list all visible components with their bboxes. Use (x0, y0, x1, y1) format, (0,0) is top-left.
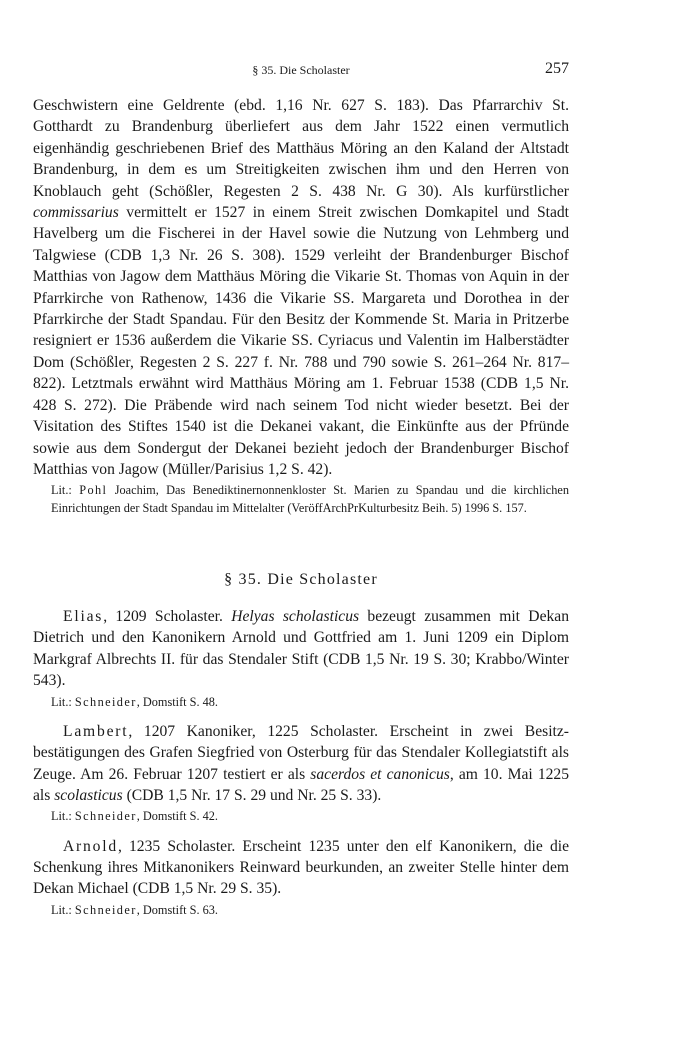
entry-text: , 1207 Kanoniker, 1225 Scholaster. Erscheint in zwei Besitzbestätigungen des Grafen Siegfried von Osterburg für das Stendaler Kollegiatstift als Zeuge. Am 26. Februar 1207 testiert er als (33, 722, 569, 783)
lit-text: , Domstift S. 42. (136, 809, 219, 824)
section-heading: § 35. Die Scholaster (224, 571, 378, 588)
entry-italic: Helyas scholasticus (231, 608, 360, 625)
lit-label: Lit.: (51, 902, 75, 917)
entry-italic: sacerdos et canonicus (310, 765, 450, 783)
lit-label: Lit.: (51, 483, 80, 498)
literature-note (33, 902, 569, 919)
literature-note (33, 808, 569, 825)
continued-paragraph (33, 95, 569, 480)
entry-paragraph (33, 721, 569, 807)
entry-paragraph (33, 836, 569, 900)
entry-name: Lambert (63, 722, 129, 740)
entry-elias (33, 606, 569, 711)
entry-text: bezeugt zusammen mit Dekan Dietrich und den Kanonikern Arnold und Gottfried am 1. Juni 1209 ein Diplom Markgraf Albrechts II. für das Stendaler Stift (CDB 1,5 Nr. 19 S. 30; Krabbo/Winter 543). (33, 608, 569, 690)
lit-label: Lit.: (51, 809, 75, 824)
entry-text: , 1209 Scholaster. (103, 608, 232, 625)
lit-author: Schneider (74, 809, 137, 824)
paragraph-text-continued: vermittelt er 1527 in einem Streit zwischen Domkapitel und Stadt Havelberg um die Fischerei in der Havel sowie die Nutzung von Lehmberg und Talgwiese (CDB 1,3 Nr. 26 S. 308). 1529 verleiht der Brandenburger Bischof Matthias von Jagow dem Matthäus Möring die Vikarie St. Thomas von Aquin in der Pfarrkirche von Rathenow, 1436 die Vikarie SS. Margareta und Dorothea in der Pfarrkirche der Stadt Spandau. Für den Besitz der Kommende St. Maria in Pritzerbe resigniert er 1536 außerdem die Vikarie SS. Cyriacus und Valentin im Halberstädter Dom (Schößler, Regesten 2 S. 227 f. Nr. 788 und 790 sowie S. 261–264 Nr. 817–822). Letztmals erwähnt wird Matthäus Möring am 1. Februar 1538 (CDB 1,5 Nr. 428 S. 272). Die Präbende wird nach seinem Tod nicht wieder besetzt. Bei der Visitation des Stiftes 1540 ist die Dekanei vakant, die Einkünfte aus der Pfründe sowie aus dem Sondergut der Dekanei bezieht jedoch der Brandenburger Bischof Matthias von Jagow (Müller/Parisius 1,2 S. 42). (33, 204, 569, 478)
lit-text: Joachim, Das Benediktinernonnenkloster St. Marien zu Spandau und die kirchlichen Einrichtungen der Stadt Spandau im Mittelalter (VeröffArchPrKulturbesitz Beih. 5) 1996 S. 157. (51, 483, 569, 515)
entry-name: Arnold (63, 837, 118, 855)
lit-text: , Domstift S. 63. (136, 902, 219, 917)
continued-paragraph-block (33, 95, 569, 517)
running-title: § 35. Die Scholaster (252, 63, 350, 77)
page-number: 257 (545, 60, 569, 77)
entry-name: Elias (63, 608, 104, 625)
entry-arnold (33, 836, 569, 919)
entry-italic: scolasticus (54, 787, 123, 805)
lit-author: Schneider (74, 902, 137, 917)
entry-lambert (33, 721, 569, 826)
lit-label: Lit.: (51, 694, 75, 709)
entry-text: (CDB 1,5 Nr. 17 S. 29 und Nr. 25 S. 33). (122, 787, 382, 805)
running-head (33, 60, 569, 80)
entry-text: , am 10. Mai 1225 als (33, 765, 570, 805)
literature-note (33, 694, 569, 711)
commissarius-term: commissarius (33, 204, 119, 222)
entry-list (33, 606, 569, 929)
entry-text: , 1235 Scholaster. Erscheint 1235 unter den elf Kanonikern, die die Schenkung ihres Mitkanonikers Reinward beurkunden, an zweiter Stelle hinter dem Dekan Michael (CDB 1,5 Nr. 29 S. 35). (33, 837, 569, 898)
lit-author: Schneider (74, 694, 137, 709)
paragraph-text: Geschwistern eine Geldrente (ebd. 1,16 Nr. 627 S. 183). Das Pfarrarchiv St. Gotthardt zu Brandenburg überliefert aus dem Jahr 1522 einen vermutlich eigenhändig geschriebenen Brief des Matthäus Möring an den Kaland der Altstadt Brandenburg, in dem es um Streitigkeiten zwischen ihm und den Herren von Knoblauch geht (Schößler, Regesten 2 S. 438 Nr. G 30). Als kurfürstlicher (33, 97, 569, 200)
literature-note (33, 482, 569, 516)
lit-author: Pohl (79, 483, 108, 498)
lit-text: , Domstift S. 48. (136, 694, 219, 709)
entry-paragraph (33, 606, 569, 692)
